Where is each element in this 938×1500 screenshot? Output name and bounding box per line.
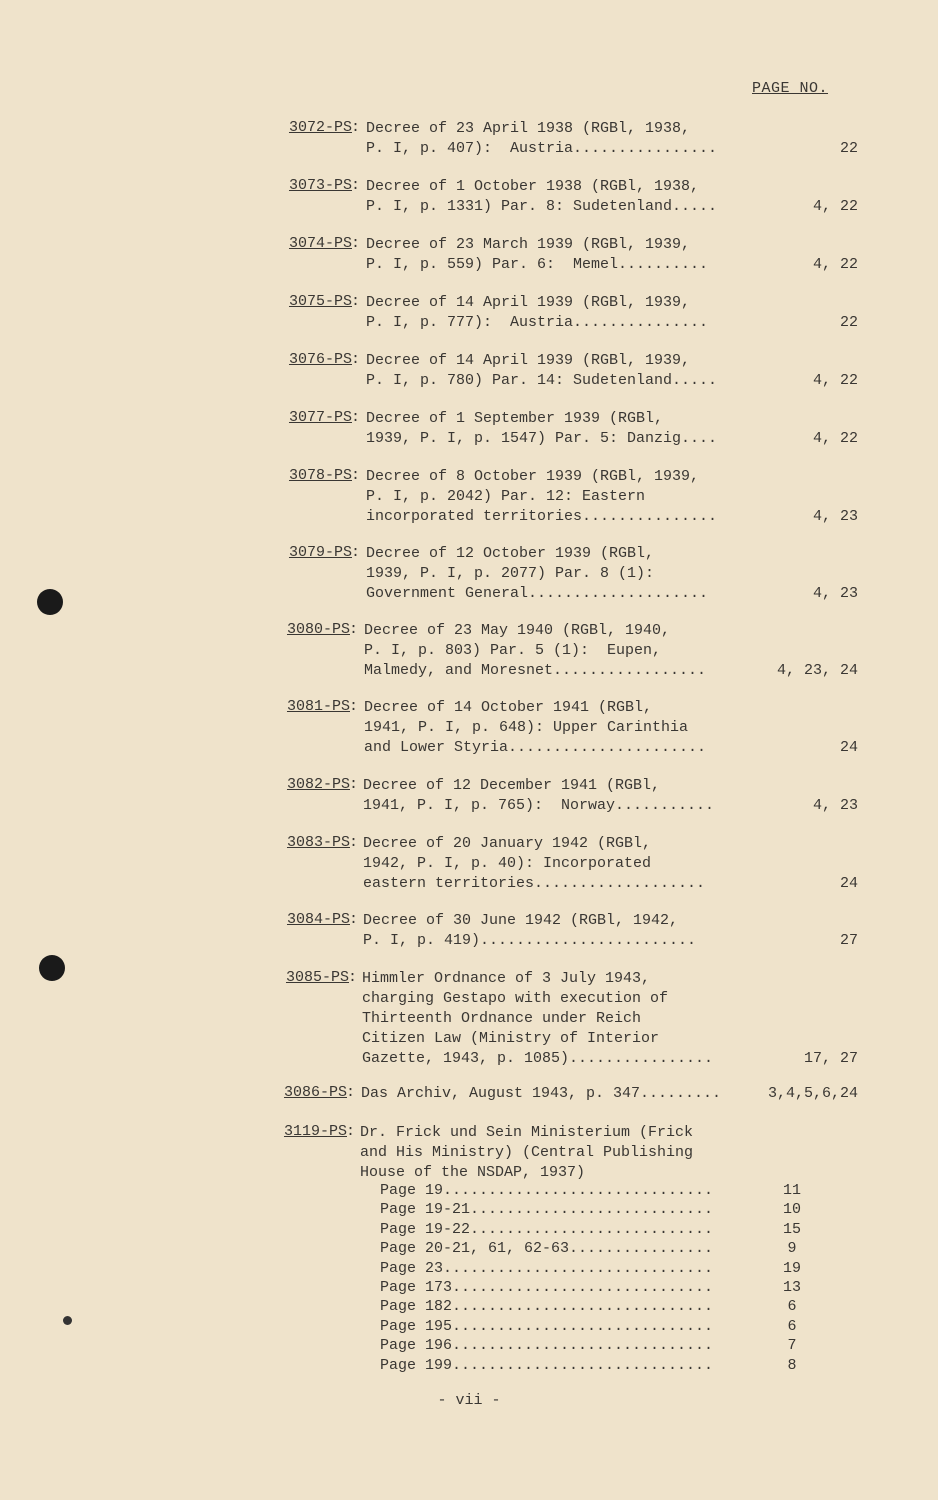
entry-page-numbers: 4, 22 [812, 256, 858, 273]
code-colon: : [351, 177, 361, 194]
document-code: 3079-PS [288, 544, 352, 561]
entry-description-line: P. I, p. 559) Par. 6: Memel.......... [366, 256, 709, 273]
entry-page-numbers: 4, 23 [812, 508, 858, 525]
entry-page-numbers: 22 [839, 314, 858, 331]
entry-description-line: Decree of 14 April 1939 (RGBl, 1939, [366, 294, 691, 311]
code-colon: : [349, 834, 359, 851]
subentry-label: Page 182............................. [380, 1298, 714, 1315]
subentry-page-number: 8 [787, 1357, 797, 1374]
entry-description-line: Thirteenth Ordnance under Reich [362, 1010, 642, 1027]
entry-page-numbers: 4, 22 [812, 430, 858, 447]
document-code: 3076-PS [288, 351, 352, 368]
code-colon: : [349, 776, 359, 793]
entry-description-line: and His Ministry) (Central Publishing [360, 1144, 694, 1161]
entry-page-numbers: 4, 22 [812, 198, 858, 215]
entry-description-line: 1942, P. I, p. 40): Incorporated [363, 855, 652, 872]
code-colon: : [351, 119, 361, 136]
code-colon: : [351, 351, 361, 368]
entry-description-line: 1939, P. I, p. 2077) Par. 8 (1): [366, 565, 655, 582]
document-code: 3080-PS [286, 621, 350, 638]
document-code: 3074-PS [288, 235, 352, 252]
subentry-page-number: 9 [787, 1240, 797, 1257]
entry-description-line: Decree of 23 April 1938 (RGBl, 1938, [366, 120, 691, 137]
code-colon: : [351, 544, 361, 561]
document-code: 3083-PS [286, 834, 350, 851]
entry-description-line: Decree of 20 January 1942 (RGBl, [363, 835, 652, 852]
code-colon: : [349, 698, 359, 715]
entry-page-numbers: 4, 23, 24 [776, 662, 858, 679]
code-colon: : [351, 235, 361, 252]
entry-description-line: Decree of 14 April 1939 (RGBl, 1939, [366, 352, 691, 369]
entry-page-numbers: 3,4,5,6,24 [767, 1085, 858, 1102]
subentry-label: Page 23.............................. [380, 1260, 714, 1277]
entry-description-line: Das Archiv, August 1943, p. 347......... [361, 1085, 722, 1102]
entry-page-numbers: 4, 23 [812, 797, 858, 814]
subentry-page-number: 11 [782, 1182, 801, 1199]
entry-description-line: Decree of 12 December 1941 (RGBl, [363, 777, 661, 794]
entry-page-numbers: 17, 27 [803, 1050, 858, 1067]
entry-description-line: 1939, P. I, p. 1547) Par. 5: Danzig.... [366, 430, 718, 447]
subentry-page-number: 6 [787, 1318, 797, 1335]
subentry-page-number: 19 [782, 1260, 801, 1277]
subentry-page-number: 15 [782, 1221, 801, 1238]
document-code: 3075-PS [288, 293, 352, 310]
document-code: 3084-PS [286, 911, 350, 928]
subentry-page-number: 10 [782, 1201, 801, 1218]
code-colon: : [351, 409, 361, 426]
document-code: 3077-PS [288, 409, 352, 426]
entry-description-line: eastern territories................... [363, 875, 706, 892]
subentry-label: Page 20-21, 61, 62-63................ [380, 1240, 714, 1257]
entry-description-line: Decree of 23 March 1939 (RGBl, 1939, [366, 236, 691, 253]
subentry-page-number: 13 [782, 1279, 801, 1296]
punch-hole [39, 955, 65, 981]
entry-description-line: Decree of 14 October 1941 (RGBl, [364, 699, 653, 716]
code-colon: : [351, 467, 361, 484]
subentry-label: Page 196............................. [380, 1337, 714, 1354]
entry-description-line: Decree of 8 October 1939 (RGBl, 1939, [366, 468, 700, 485]
document-code: 3072-PS [288, 119, 352, 136]
entry-description-line: Decree of 12 October 1939 (RGBl, [366, 545, 655, 562]
entry-description-line: P. I, p. 407): Austria................ [366, 140, 718, 157]
document-code: 3081-PS [286, 698, 350, 715]
document-code: 3085-PS [285, 969, 349, 986]
code-colon: : [349, 911, 359, 928]
entry-description-line: P. I, p. 777): Austria............... [366, 314, 709, 331]
subentry-page-number: 6 [787, 1298, 797, 1315]
entry-description-line: 1941, P. I, p. 765): Norway........... [363, 797, 715, 814]
entry-description-line: P. I, p. 419)........................ [363, 932, 697, 949]
entry-description-line: House of the NSDAP, 1937) [360, 1164, 586, 1181]
subentry-label: Page 19-21........................... [380, 1201, 714, 1218]
page-footer-number: - vii - [437, 1392, 501, 1409]
document-code: 3078-PS [288, 467, 352, 484]
entry-description-line: Himmler Ordnance of 3 July 1943, [362, 970, 651, 987]
entry-description-line: P. I, p. 780) Par. 14: Sudetenland..... [366, 372, 718, 389]
document-code: 3073-PS [288, 177, 352, 194]
entry-page-numbers: 24 [839, 875, 858, 892]
entry-description-line: charging Gestapo with execution of [362, 990, 669, 1007]
code-colon: : [351, 293, 361, 310]
entry-description-line: Decree of 23 May 1940 (RGBl, 1940, [364, 622, 671, 639]
document-code: 3119-PS [283, 1123, 347, 1140]
entry-description-line: Malmedy, and Moresnet................. [364, 662, 707, 679]
code-colon: : [346, 1123, 356, 1140]
document-code: 3086-PS [283, 1084, 347, 1101]
entry-description-line: Decree of 30 June 1942 (RGBl, 1942, [363, 912, 679, 929]
punch-hole [63, 1316, 72, 1325]
entry-page-numbers: 24 [839, 739, 858, 756]
entry-description-line: incorporated territories............... [366, 508, 718, 525]
entry-description-line: P. I, p. 1331) Par. 8: Sudetenland..... [366, 198, 718, 215]
entry-page-numbers: 4, 23 [812, 585, 858, 602]
punch-hole [37, 589, 63, 615]
entry-description-line: Decree of 1 October 1938 (RGBl, 1938, [366, 178, 700, 195]
entry-description-line: Citizen Law (Ministry of Interior [362, 1030, 660, 1047]
entry-description-line: P. I, p. 803) Par. 5 (1): Eupen, [364, 642, 662, 659]
entry-description-line: Gazette, 1943, p. 1085)................ [362, 1050, 714, 1067]
entry-page-numbers: 27 [839, 932, 858, 949]
entry-description-line: Decree of 1 September 1939 (RGBl, [366, 410, 664, 427]
page-no-column-header: PAGE NO. [752, 80, 829, 97]
entry-description-line: P. I, p. 2042) Par. 12: Eastern [366, 488, 646, 505]
subentry-label: Page 173............................. [380, 1279, 714, 1296]
document-code: 3082-PS [286, 776, 350, 793]
entry-description-line: Government General.................... [366, 585, 709, 602]
code-colon: : [349, 621, 359, 638]
entry-page-numbers: 4, 22 [812, 372, 858, 389]
code-colon: : [348, 969, 358, 986]
subentry-label: Page 195............................. [380, 1318, 714, 1335]
subentry-label: Page 19-22........................... [380, 1221, 714, 1238]
entry-page-numbers: 22 [839, 140, 858, 157]
code-colon: : [346, 1084, 356, 1101]
subentry-label: Page 199............................. [380, 1357, 714, 1374]
subentry-page-number: 7 [787, 1337, 797, 1354]
subentry-label: Page 19.............................. [380, 1182, 714, 1199]
entry-description-line: Dr. Frick und Sein Ministerium (Frick [360, 1124, 694, 1141]
entry-description-line: 1941, P. I, p. 648): Upper Carinthia [364, 719, 689, 736]
entry-description-line: and Lower Styria...................... [364, 739, 707, 756]
